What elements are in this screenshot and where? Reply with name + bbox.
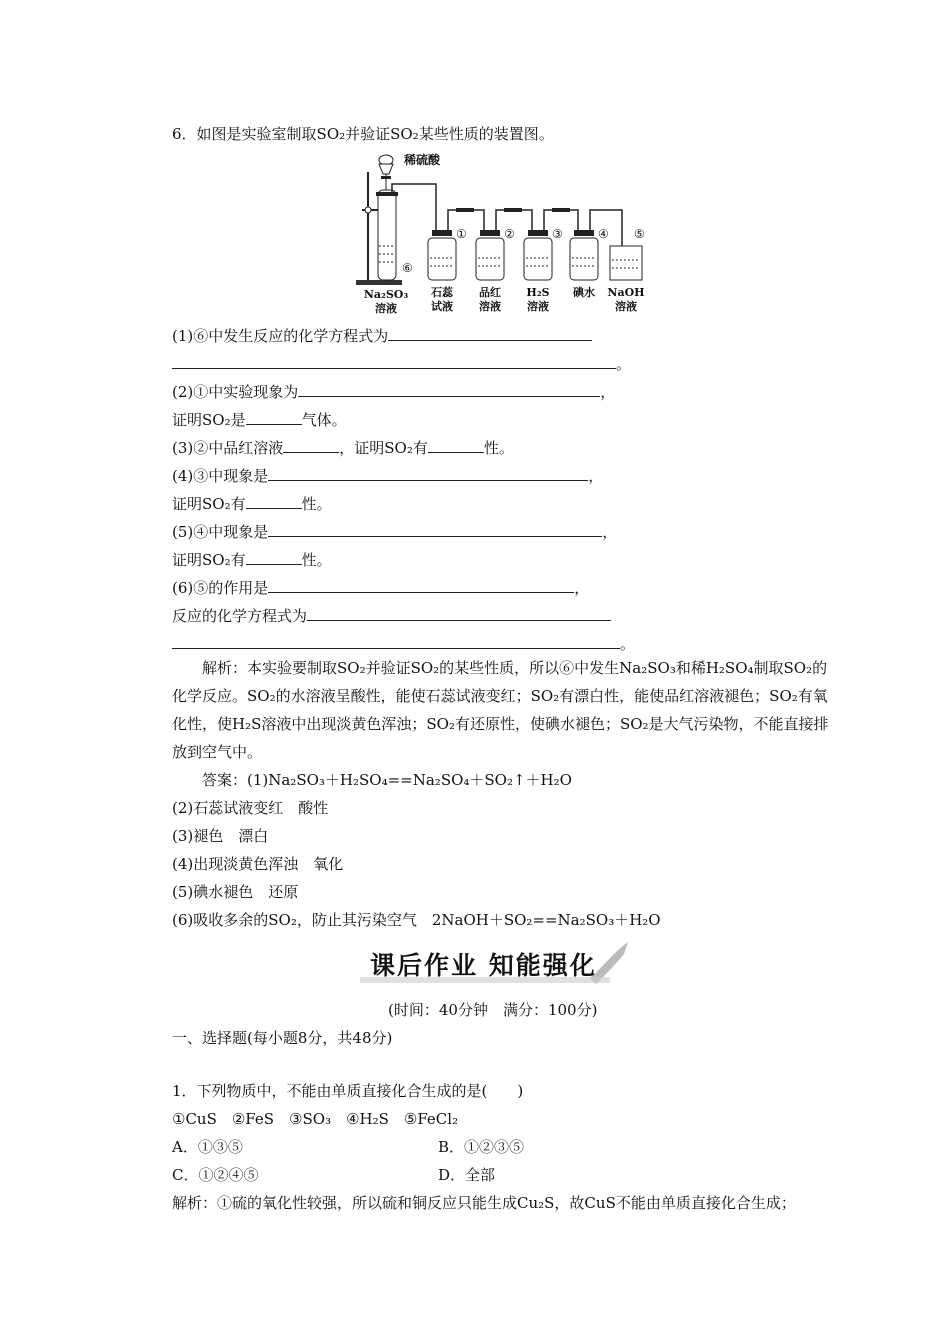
question-1-stem: 1．下列物质中，不能由单质直接化合生成的是( ) <box>172 1082 524 1100</box>
question-1-items: ①CuS ②FeS ③SO₃ ④H₂S ⑤FeCl₂ <box>172 1110 459 1128</box>
q6-part6-line2: 反应的化学方程式为 <box>172 606 611 626</box>
q6-part4-line2: 证明SO₂有 性。 <box>172 495 332 513</box>
label-h2s-1: H₂S <box>526 286 550 299</box>
option-d[interactable]: D．全部 <box>438 1166 496 1184</box>
q6-answer-4: (4)出现淡黄色浑浊 氧化 <box>172 855 344 873</box>
blank-4b[interactable] <box>246 494 302 509</box>
q6-answer-2: (2)石蕊试液变红 酸性 <box>172 799 329 817</box>
q6-part4: (4)③中现象是 ， <box>172 467 604 485</box>
option-a[interactable]: A．①③⑤ <box>172 1138 243 1156</box>
label-bottle-4: ④ <box>598 227 609 241</box>
q6-answer-6: (6)吸收多余的SO₂，防止其污染空气 2NaOH＋SO₂==Na₂SO₃＋H₂O <box>172 911 661 929</box>
blank-3a[interactable] <box>283 438 339 453</box>
label-beaker-5: ⑤ <box>634 227 645 241</box>
q6-part1-line2: 。 <box>172 354 631 374</box>
label-na2so3-solution: 溶液 <box>375 302 397 315</box>
blank-1b[interactable] <box>172 354 616 369</box>
blank-1a[interactable] <box>388 326 592 341</box>
label-naoh-1: NaOH <box>607 286 645 299</box>
section-title: 一、选择题(每小题8分，共48分) <box>172 1029 393 1047</box>
blank-3b[interactable] <box>428 438 484 453</box>
blank-4a[interactable] <box>268 466 588 481</box>
option-b[interactable]: B．①②③⑤ <box>438 1138 525 1156</box>
q6-answer-3: (3)褪色 漂白 <box>172 827 269 845</box>
section-banner <box>340 940 630 986</box>
q6-part2: (2)①中实验现象为 ， <box>172 383 616 401</box>
q6-part6-line3: 。 <box>172 634 635 654</box>
label-magenta-2: 溶液 <box>479 300 501 313</box>
question-6-title: 6．如图是实验室制取SO₂并验证SO₂某些性质的装置图。 <box>172 125 554 143</box>
label-iodine: 碘水 <box>573 286 595 299</box>
label-litmus-1: 石蕊 <box>431 286 453 299</box>
label-litmus-2: 试液 <box>431 300 453 313</box>
question-1-analysis: 解析：①硫的氧化性较强，所以硫和铜反应只能生成Cu₂S，故CuS不能由单质直接化合生成； <box>172 1194 796 1212</box>
q6-answer-1: 答案：(1)Na₂SO₃＋H₂SO₄==Na₂SO₄＋SO₂↑＋H₂O <box>202 771 572 789</box>
q6-part5: (5)④中现象是 ， <box>172 523 618 541</box>
q6-analysis: 解析：本实验要制取SO₂并验证SO₂的某些性质，所以⑥中发生Na₂SO₃和稀H₂SO₄制取SO₂的化学反应。SO₂的水溶液呈酸性，能使石蕊试液变红；SO₂有漂白性，能使品红溶液褪色；SO₂有氧化性，使H₂S溶液中出现淡黄色浑浊；SO₂有还原性，使碘水褪色；SO₂是大气污染物，不能直接排放到空气中。 <box>172 659 829 761</box>
blank-6c[interactable] <box>172 634 620 649</box>
blank-2a[interactable] <box>298 382 600 397</box>
q6-answer-5: (5)碘水褪色 还原 <box>172 883 299 901</box>
q6-part1: (1)⑥中发生反应的化学方程式为 <box>172 326 592 346</box>
time-score: (时间：40分钟 满分：100分) <box>388 1001 598 1019</box>
label-h2s-2: 溶液 <box>527 300 549 313</box>
apparatus-diagram <box>352 150 652 318</box>
q6-part5-line2: 证明SO₂有 性。 <box>172 551 332 569</box>
blank-5a[interactable] <box>268 522 602 537</box>
blank-6b[interactable] <box>307 606 611 621</box>
label-acid: 稀硫酸 <box>404 153 441 167</box>
label-bottle-2: ② <box>504 227 515 241</box>
option-c[interactable]: C．①②④⑤ <box>172 1166 259 1184</box>
label-bottle-1: ① <box>456 227 467 241</box>
blank-5b[interactable] <box>246 550 302 565</box>
q6-part6: (6)⑤的作用是 ， <box>172 579 590 597</box>
q6-part3: (3)②中品红溶液 ，证明SO₂有 性。 <box>172 439 514 457</box>
label-flask-number: ⑥ <box>402 261 413 275</box>
blank-6a[interactable] <box>268 578 574 593</box>
label-na2so3: Na₂SO₃ <box>363 288 409 301</box>
blank-2b[interactable] <box>246 410 302 425</box>
label-naoh-2: 溶液 <box>615 300 637 313</box>
label-magenta-1: 品红 <box>479 286 501 299</box>
q6-part2-line2: 证明SO₂是 气体。 <box>172 411 347 429</box>
banner-title: 课后作业 知能强化 <box>370 951 597 980</box>
label-bottle-3: ③ <box>552 227 563 241</box>
